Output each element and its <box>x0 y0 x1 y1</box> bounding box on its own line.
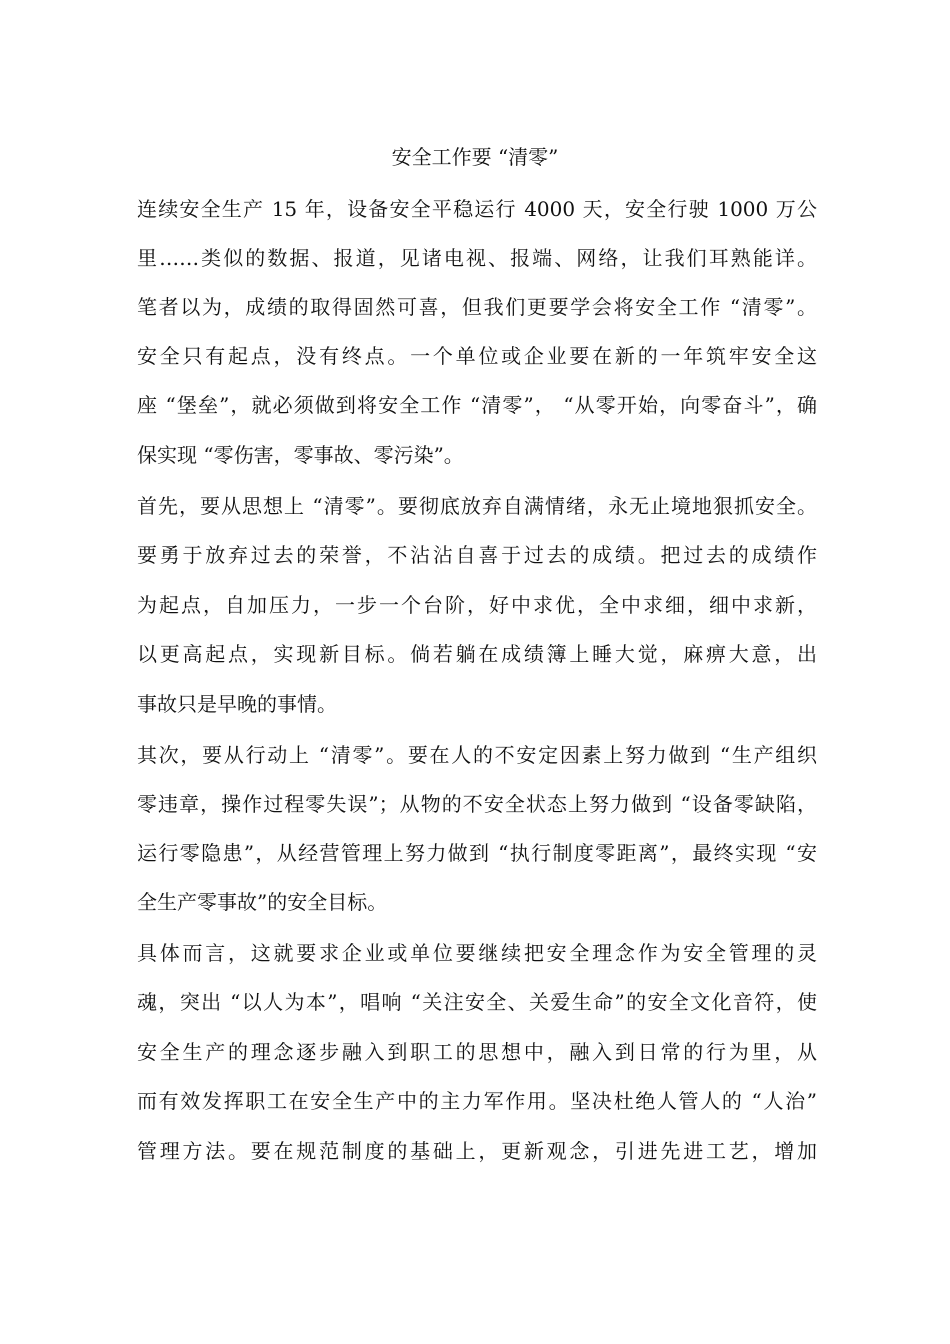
text-line: 全生产零事故”的安全目标。 <box>137 890 388 914</box>
text-line: 事故只是早晚的事情。 <box>137 692 337 716</box>
text-line: 以更高起点，实现新目标。倘若躺在成绩簿上睡大觉，麻痹大意，出 <box>137 642 817 666</box>
text-line: 魂，突出 “以人为本”，唱响 “关注安全、关爱生命”的安全文化音符，使 <box>137 990 817 1014</box>
text-line: 里……类似的数据、报道，见诸电视、报端、网络，让我们耳熟能详。 <box>137 246 817 270</box>
text-line: 连续安全生产 15 年，设备安全平稳运行 4000 天，安全行驶 1000 万公 <box>137 197 817 221</box>
text-line: 而有效发挥职工在安全生产中的主力军作用。坚决杜绝人管人的 “人治” <box>137 1089 817 1113</box>
text-line: 管理方法。要在规范制度的基础上，更新观念，引进先进工艺，增加 <box>137 1139 817 1163</box>
text-line: 为起点，自加压力，一步一个台阶，好中求优，全中求细，细中求新， <box>137 593 817 617</box>
text-line: 具体而言，这就要求企业或单位要继续把安全理念作为安全管理的灵 <box>137 941 817 965</box>
document-title: 安全工作要 “清零” <box>391 145 559 169</box>
text-line: 安全只有起点，没有终点。一个单位或企业要在新的一年筑牢安全这 <box>137 344 817 368</box>
text-line: 笔者以为，成绩的取得固然可喜，但我们更要学会将安全工作 “清零”。 <box>137 295 817 319</box>
text-line: 安全生产的理念逐步融入到职工的思想中，融入到日常的行为里，从 <box>137 1040 817 1064</box>
text-line: 零违章，操作过程零失误”；从物的不安全状态上努力做到 “设备零缺陷， <box>137 792 817 816</box>
text-line: 运行零隐患”，从经营管理上努力做到 “执行制度零距离”，最终实现 “安 <box>137 841 817 865</box>
text-line: 保实现 “零伤害，零事故、零污染”。 <box>137 443 464 467</box>
text-line: 要勇于放弃过去的荣誉，不沾沾自喜于过去的成绩。把过去的成绩作 <box>137 543 817 567</box>
text-line: 座 “堡垒”，就必须做到将安全工作 “清零”， “从零开始，向零奋斗”，确 <box>137 393 817 417</box>
text-line: 其次，要从行动上 “清零”。要在人的不安定因素上努力做到 “生产组织 <box>137 743 817 767</box>
text-line: 首先，要从思想上 “清零”。要彻底放弃自满情绪，永无止境地狠抓安全。 <box>137 494 817 518</box>
